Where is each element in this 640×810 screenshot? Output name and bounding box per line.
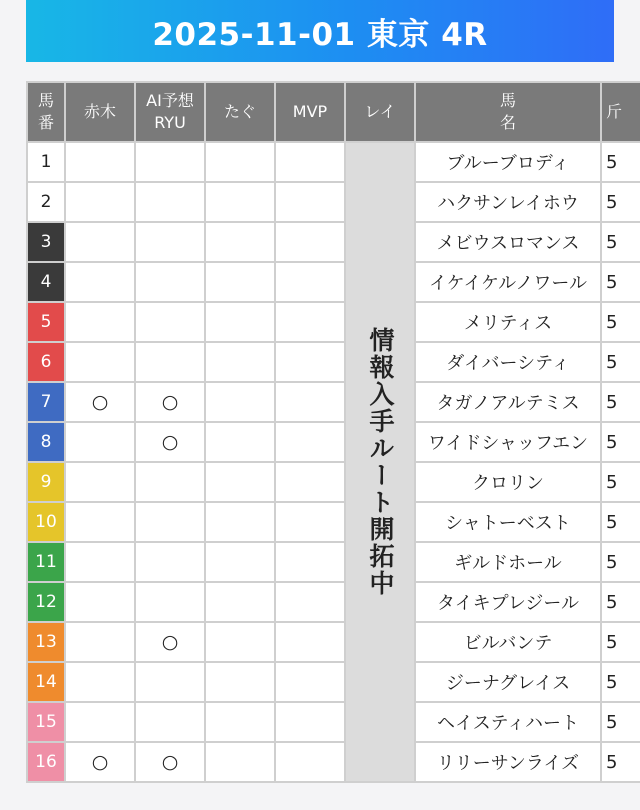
mvp-mark-cell [275,702,345,742]
header-akagi: 赤木 [65,82,135,142]
ai-ryu-mark: ○ [161,391,179,413]
horse-name: メリティス [415,302,601,342]
header-extra: 斤 [601,82,640,142]
extra-value: 5 [601,222,640,262]
table-row [27,462,640,502]
extra-value: 5 [601,422,640,462]
ai-ryu-mark-cell [135,662,205,702]
tagu-mark-cell [205,342,275,382]
tagu-mark-cell [205,222,275,262]
ai-ryu-mark-cell [135,182,205,222]
tagu-mark-cell [205,142,275,182]
table-row [27,182,640,222]
horse-name: リリーサンライズ [415,742,601,782]
horse-name: イケイケルノワール [415,262,601,302]
ai-ryu-mark-cell [135,342,205,382]
header-ai-ryu: AI予想 RYU [135,82,205,142]
horse-name: クロリン [415,462,601,502]
ai-ryu-mark-cell [135,622,205,662]
horse-name: タガノアルテミス [415,382,601,422]
extra-value: 5 [601,342,640,382]
extra-value: 5 [601,742,640,782]
mvp-mark-cell [275,222,345,262]
akagi-mark-cell [65,182,135,222]
table-header-row [27,82,640,142]
horse-name: ハクサンレイホウ [415,182,601,222]
table-row [27,422,640,462]
ai-ryu-mark: ○ [161,751,179,773]
table-row [27,662,640,702]
akagi-mark-cell [65,702,135,742]
ai-ryu-mark: ○ [161,631,179,653]
horse-number: 15 [27,702,65,742]
rei-column-note [345,142,415,782]
header-tagu: たぐ [205,82,275,142]
extra-value: 5 [601,622,640,662]
table-row [27,542,640,582]
mvp-mark-cell [275,622,345,662]
horse-number: 3 [27,222,65,262]
tagu-mark-cell [205,382,275,422]
mvp-mark-cell [275,382,345,422]
extra-value: 5 [601,662,640,702]
tagu-mark-cell [205,182,275,222]
ai-ryu-mark: ○ [161,431,179,453]
horse-number: 1 [27,142,65,182]
ai-ryu-mark-cell [135,222,205,262]
horse-number: 12 [27,582,65,622]
akagi-mark-cell [65,742,135,782]
extra-value: 5 [601,502,640,542]
mvp-mark-cell [275,142,345,182]
horse-name: ビルバンテ [415,622,601,662]
ai-ryu-mark-cell [135,742,205,782]
akagi-mark-cell [65,262,135,302]
horse-name: メビウスロマンス [415,222,601,262]
horse-name: ヘイスティハート [415,702,601,742]
mvp-mark-cell [275,582,345,622]
horse-name: シャトーベスト [415,502,601,542]
ai-ryu-mark-cell [135,382,205,422]
ai-ryu-mark-cell [135,422,205,462]
tagu-mark-cell [205,462,275,502]
mvp-mark-cell [275,742,345,782]
akagi-mark-cell [65,342,135,382]
horse-name: タイキプレジール [415,582,601,622]
ai-ryu-mark-cell [135,462,205,502]
horse-number: 11 [27,542,65,582]
ai-ryu-mark-cell [135,702,205,742]
akagi-mark-cell [65,222,135,262]
akagi-mark-cell [65,622,135,662]
mvp-mark-cell [275,542,345,582]
mvp-mark-cell [275,302,345,342]
akagi-mark-cell [65,462,135,502]
prediction-table-container [26,81,640,810]
horse-number: 9 [27,462,65,502]
table-row [27,262,640,302]
extra-value: 5 [601,702,640,742]
tagu-mark-cell [205,622,275,662]
akagi-mark-cell [65,542,135,582]
tagu-mark-cell [205,742,275,782]
horse-number: 4 [27,262,65,302]
akagi-mark-cell [65,382,135,422]
horse-name: ダイバーシティ [415,342,601,382]
race-title: 2025-11-01 東京 4R [152,16,488,53]
tagu-mark-cell [205,662,275,702]
horse-number: 14 [27,662,65,702]
ai-ryu-mark-cell [135,542,205,582]
mvp-mark-cell [275,262,345,302]
horse-number: 13 [27,622,65,662]
akagi-mark-cell [65,302,135,342]
tagu-mark-cell [205,262,275,302]
table-row [27,582,640,622]
horse-number: 10 [27,502,65,542]
ai-ryu-mark-cell [135,502,205,542]
extra-value: 5 [601,142,640,182]
mvp-mark-cell [275,422,345,462]
ai-ryu-mark-cell [135,582,205,622]
tagu-mark-cell [205,582,275,622]
extra-value: 5 [601,542,640,582]
header-umaban: 馬 番 [27,82,65,142]
horse-number: 5 [27,302,65,342]
tagu-mark-cell [205,702,275,742]
mvp-mark-cell [275,462,345,502]
horse-number: 8 [27,422,65,462]
extra-value: 5 [601,382,640,422]
horse-number: 7 [27,382,65,422]
ai-ryu-mark-cell [135,142,205,182]
header-rei: レイ [345,82,415,142]
horse-name: ジーナグレイス [415,662,601,702]
table-row [27,222,640,262]
extra-value: 5 [601,582,640,622]
akagi-mark: ○ [91,751,109,773]
ai-ryu-mark-cell [135,262,205,302]
akagi-mark-cell [65,422,135,462]
table-row [27,622,640,662]
tagu-mark-cell [205,302,275,342]
rei-note-text: 情報入手ルート開拓中 [366,327,395,597]
mvp-mark-cell [275,502,345,542]
table-row [27,742,640,782]
horse-name: ギルドホール [415,542,601,582]
horse-name: ブルーブロディ [415,142,601,182]
akagi-mark-cell [65,502,135,542]
prediction-table [26,81,640,783]
ai-ryu-mark-cell [135,302,205,342]
table-row [27,142,640,182]
extra-value: 5 [601,302,640,342]
table-row [27,382,640,422]
extra-value: 5 [601,262,640,302]
race-title-banner [26,0,614,62]
horse-number: 2 [27,182,65,222]
table-row [27,302,640,342]
akagi-mark: ○ [91,391,109,413]
akagi-mark-cell [65,582,135,622]
tagu-mark-cell [205,502,275,542]
horse-number: 16 [27,742,65,782]
mvp-mark-cell [275,182,345,222]
horse-number: 6 [27,342,65,382]
table-row [27,342,640,382]
horse-name: ワイドシャッフエン [415,422,601,462]
header-horse-name: 馬 名 [415,82,601,142]
akagi-mark-cell [65,662,135,702]
extra-value: 5 [601,462,640,502]
akagi-mark-cell [65,142,135,182]
tagu-mark-cell [205,422,275,462]
table-row [27,502,640,542]
table-row [27,702,640,742]
tagu-mark-cell [205,542,275,582]
mvp-mark-cell [275,662,345,702]
extra-value: 5 [601,182,640,222]
mvp-mark-cell [275,342,345,382]
header-mvp: MVP [275,82,345,142]
